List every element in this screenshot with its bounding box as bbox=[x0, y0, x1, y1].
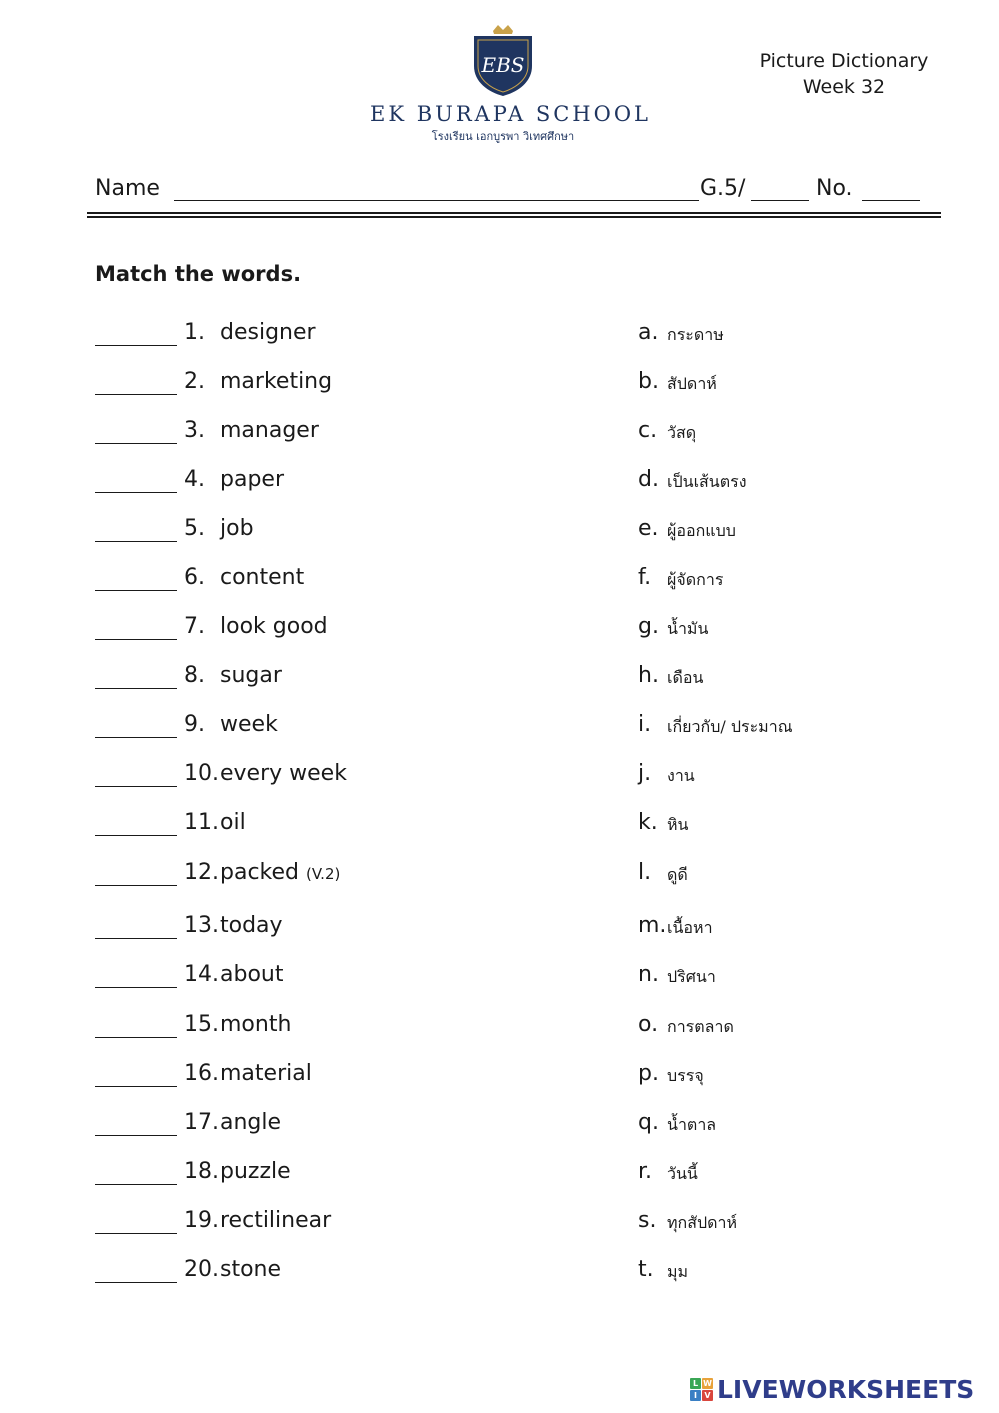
list-item bbox=[95, 761, 935, 795]
question-number: 10. bbox=[184, 761, 219, 786]
school-name: EK BURAPA SCHOOL bbox=[370, 102, 651, 126]
question-word: sugar bbox=[220, 663, 282, 688]
answer-thai: งาน bbox=[667, 766, 695, 785]
question-word: puzzle bbox=[220, 1159, 291, 1184]
question-word: oil bbox=[220, 810, 246, 835]
answer-blank[interactable] bbox=[95, 835, 177, 836]
list-item bbox=[95, 320, 935, 354]
list-item bbox=[95, 369, 935, 403]
answer-letter: o. bbox=[638, 1012, 659, 1037]
question-number: 13. bbox=[184, 913, 219, 938]
list-item bbox=[95, 467, 935, 501]
list-item bbox=[95, 516, 935, 550]
answer-thai: หิน bbox=[667, 815, 689, 834]
answer-blank[interactable] bbox=[95, 885, 177, 886]
question-word: about bbox=[220, 962, 284, 987]
answer-blank[interactable] bbox=[95, 737, 177, 738]
question-word: content bbox=[220, 565, 305, 590]
liveworksheets-logo-icon bbox=[690, 1378, 713, 1401]
question-word: rectilinear bbox=[220, 1208, 332, 1233]
answer-letter: j. bbox=[638, 761, 652, 786]
question-number: 6. bbox=[184, 565, 205, 590]
answer-letter: s. bbox=[638, 1208, 657, 1233]
worksheet-title: Picture Dictionary bbox=[759, 50, 929, 72]
list-item bbox=[95, 614, 935, 648]
header-divider-top bbox=[87, 212, 941, 214]
answer-blank[interactable] bbox=[95, 590, 177, 591]
answer-thai: ผู้ออกแบบ bbox=[667, 521, 736, 540]
question-number: 5. bbox=[184, 516, 205, 541]
list-item bbox=[95, 1159, 935, 1193]
school-crest-icon bbox=[468, 22, 538, 98]
question-word: look good bbox=[220, 614, 328, 639]
answer-letter: e. bbox=[638, 516, 659, 541]
answer-thai: ปริศนา bbox=[667, 967, 716, 986]
answer-letter: f. bbox=[638, 565, 652, 590]
grade-label: G.5/ bbox=[700, 176, 746, 201]
answer-blank[interactable] bbox=[95, 639, 177, 640]
list-item bbox=[95, 810, 935, 844]
question-word-text: packed bbox=[220, 860, 299, 885]
answer-blank[interactable] bbox=[95, 345, 177, 346]
answer-letter: l. bbox=[638, 860, 652, 885]
answer-blank[interactable] bbox=[95, 987, 177, 988]
question-number: 17. bbox=[184, 1110, 219, 1135]
answer-letter: b. bbox=[638, 369, 659, 394]
question-number: 1. bbox=[184, 320, 205, 345]
answer-thai: วัสดุ bbox=[667, 423, 697, 442]
question-number: 19. bbox=[184, 1208, 219, 1233]
answer-thai: บรรจุ bbox=[667, 1066, 704, 1085]
question-number: 14. bbox=[184, 962, 219, 987]
question-number: 3. bbox=[184, 418, 205, 443]
answer-blank[interactable] bbox=[95, 394, 177, 395]
answer-letter: m. bbox=[638, 913, 667, 938]
answer-thai: เป็นเส้นตรง bbox=[667, 472, 747, 491]
answer-thai: เดือน bbox=[667, 668, 704, 687]
answer-blank[interactable] bbox=[95, 1233, 177, 1234]
question-word: job bbox=[220, 516, 254, 541]
question-number: 18. bbox=[184, 1159, 219, 1184]
question-number: 4. bbox=[184, 467, 205, 492]
answer-thai: น้ำมัน bbox=[667, 619, 709, 638]
name-label: Name bbox=[95, 176, 160, 201]
answer-thai: เนื้อหา bbox=[667, 918, 713, 937]
question-word: paper bbox=[220, 467, 284, 492]
answer-blank[interactable] bbox=[95, 1282, 177, 1283]
liveworksheets-wordmark: LIVEWORKSHEETS bbox=[717, 1374, 975, 1404]
question-number: 11. bbox=[184, 810, 219, 835]
question-number: 7. bbox=[184, 614, 205, 639]
answer-letter: g. bbox=[638, 614, 659, 639]
header-divider-bottom bbox=[87, 216, 941, 218]
question-number: 16. bbox=[184, 1061, 219, 1086]
question-word bbox=[220, 860, 340, 885]
answer-letter: i. bbox=[638, 712, 652, 737]
list-item bbox=[95, 1012, 935, 1046]
school-name-thai: โรงเรียน เอกบูรพา วิเทศศึกษา bbox=[431, 130, 575, 143]
list-item bbox=[95, 1208, 935, 1242]
answer-letter: p. bbox=[638, 1061, 659, 1086]
question-word: today bbox=[220, 913, 283, 938]
answer-letter: t. bbox=[638, 1257, 654, 1282]
answer-thai: เกี่ยวกับ/ ประมาณ bbox=[667, 717, 793, 736]
answer-thai: มุม bbox=[667, 1262, 689, 1281]
question-word: material bbox=[220, 1061, 312, 1086]
answer-letter: q. bbox=[638, 1110, 659, 1135]
student-info-row bbox=[95, 176, 935, 206]
answer-letter: d. bbox=[638, 467, 659, 492]
answer-blank[interactable] bbox=[95, 938, 177, 939]
question-number: 9. bbox=[184, 712, 205, 737]
question-word: manager bbox=[220, 418, 319, 443]
logo-tile: I bbox=[690, 1390, 701, 1401]
list-item bbox=[95, 860, 935, 894]
answer-thai: ผู้จัดการ bbox=[667, 570, 724, 589]
logo-monogram: EBS bbox=[481, 53, 525, 77]
logo-tile: V bbox=[702, 1390, 713, 1401]
question-word: every week bbox=[220, 761, 347, 786]
number-label: No. bbox=[816, 176, 853, 201]
answer-thai: วันนี้ bbox=[667, 1164, 698, 1183]
answer-blank[interactable] bbox=[95, 443, 177, 444]
question-word: stone bbox=[220, 1257, 282, 1282]
list-item bbox=[95, 418, 935, 452]
question-number: 2. bbox=[184, 369, 205, 394]
question-word: month bbox=[220, 1012, 292, 1037]
answer-thai: สัปดาห์ bbox=[667, 374, 717, 393]
answer-blank[interactable] bbox=[95, 541, 177, 542]
grade-input-line[interactable] bbox=[751, 200, 809, 201]
answer-thai: การตลาด bbox=[667, 1017, 734, 1036]
list-item bbox=[95, 1110, 935, 1144]
answer-thai: ดูดี bbox=[667, 865, 688, 884]
answer-blank[interactable] bbox=[95, 1086, 177, 1087]
logo-tile: L bbox=[690, 1378, 701, 1389]
list-item bbox=[95, 565, 935, 599]
number-input-line[interactable] bbox=[862, 200, 920, 201]
answer-blank[interactable] bbox=[95, 492, 177, 493]
question-number: 20. bbox=[184, 1257, 219, 1282]
list-item bbox=[95, 913, 935, 947]
question-word: week bbox=[220, 712, 278, 737]
answer-letter: n. bbox=[638, 962, 659, 987]
name-input-line[interactable] bbox=[174, 200, 699, 201]
answer-blank[interactable] bbox=[95, 1135, 177, 1136]
list-item bbox=[95, 1061, 935, 1095]
answer-thai: กระดาษ bbox=[667, 325, 724, 344]
answer-letter: r. bbox=[638, 1159, 653, 1184]
list-item bbox=[95, 962, 935, 996]
question-word: angle bbox=[220, 1110, 282, 1135]
answer-blank[interactable] bbox=[95, 786, 177, 787]
worksheet-week: Week 32 bbox=[802, 76, 886, 98]
list-item bbox=[95, 1257, 935, 1291]
answer-letter: c. bbox=[638, 418, 658, 443]
answer-thai: น้ำตาล bbox=[667, 1115, 717, 1134]
list-item bbox=[95, 663, 935, 697]
worksheet-title-block bbox=[740, 48, 948, 100]
question-word: designer bbox=[220, 320, 316, 345]
answer-blank[interactable] bbox=[95, 1184, 177, 1185]
logo-tile: W bbox=[703, 1378, 712, 1388]
school-logo bbox=[370, 22, 651, 145]
answer-blank[interactable] bbox=[95, 688, 177, 689]
question-word: marketing bbox=[220, 369, 333, 394]
question-number: 15. bbox=[184, 1012, 219, 1037]
instruction-text: Match the words. bbox=[95, 262, 302, 286]
question-note: (V.2) bbox=[306, 865, 341, 883]
answer-letter: k. bbox=[638, 810, 658, 835]
answer-thai: ทุกสัปดาห์ bbox=[667, 1213, 738, 1232]
question-number: 12. bbox=[184, 860, 219, 885]
answer-letter: h. bbox=[638, 663, 659, 688]
answer-letter: a. bbox=[638, 320, 659, 345]
answer-blank[interactable] bbox=[95, 1037, 177, 1038]
liveworksheets-brand[interactable] bbox=[690, 1372, 974, 1406]
question-number: 8. bbox=[184, 663, 205, 688]
list-item bbox=[95, 712, 935, 746]
